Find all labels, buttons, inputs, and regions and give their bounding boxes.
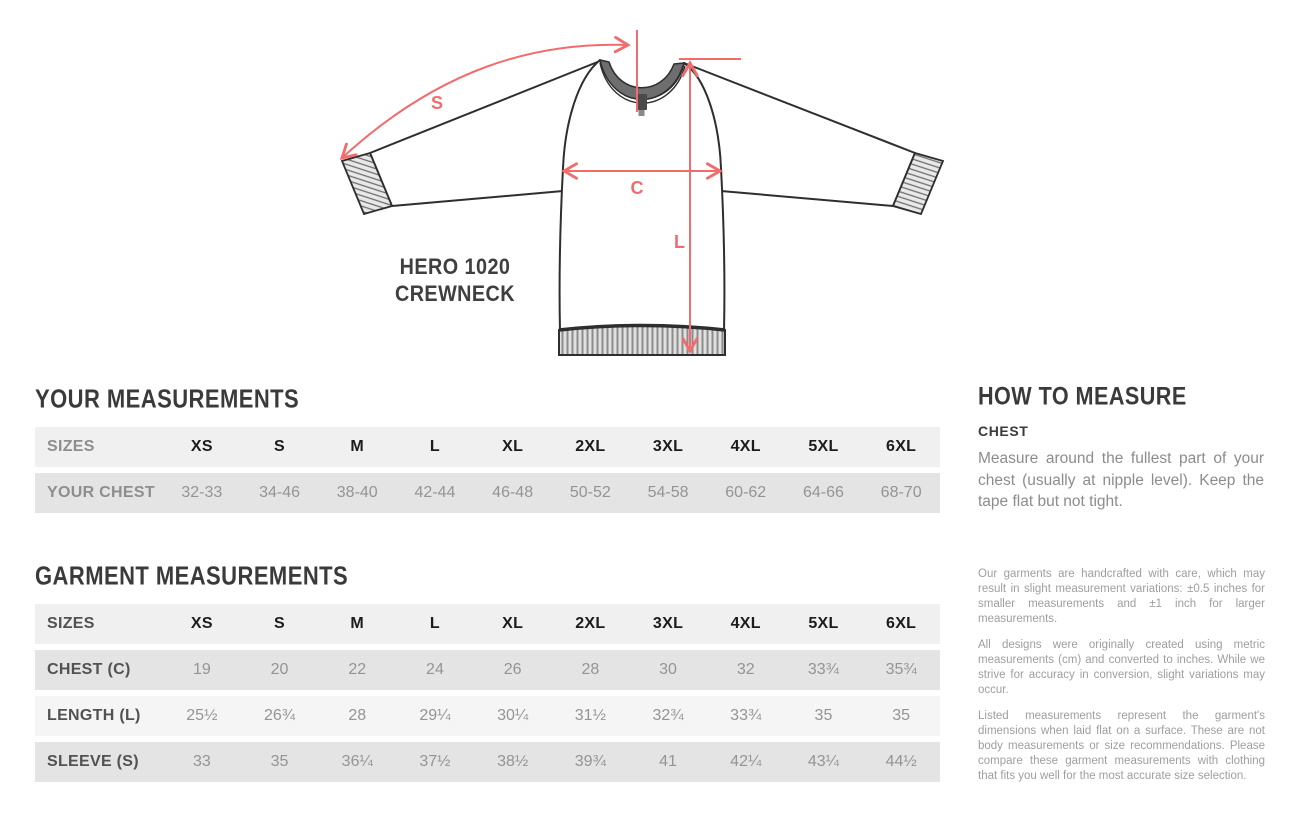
measurement-value: 26¾ [263,707,296,724]
column-header: L [429,438,440,455]
table-header-row [35,604,940,644]
measurement-value: 29¼ [419,707,451,724]
measurement-value: 38½ [497,753,529,770]
measurement-value: 34-46 [259,484,300,501]
crewneck-diagram [300,10,980,380]
measurement-value: 35 [814,707,833,724]
chest-measure-label: C [630,178,644,198]
column-header: 6XL [886,438,917,455]
disclaimer-notes [978,567,1265,795]
your-measurements-title: YOUR MEASUREMENTS [35,384,300,414]
note-metric-conversion: All designs were originally created using metric measurements (cm) and converted to inches. While we strive for accuracy in conversion, slight variations may occur. [978,639,1265,696]
measurement-value: 32 [736,661,755,678]
product-name-line2: CREWNECK [394,282,516,307]
your-measurements-section [35,385,940,519]
measurement-value: 68-70 [880,484,922,501]
column-header: XL [502,438,524,455]
measurement-value: 20 [270,661,289,678]
measurement-value: 22 [348,661,367,678]
how-to-measure-subtitle: CHEST [978,423,1029,439]
column-header: 6XL [886,615,917,632]
measurement-value: 64-66 [802,484,844,501]
measurement-value: 46-48 [492,484,534,501]
measurement-value: 42-44 [414,484,456,501]
measurement-value: 54-58 [647,484,689,501]
table-header-row [35,427,940,467]
product-name-line1: HERO 1020 [399,255,511,280]
table-row [35,650,940,690]
column-header: 3XL [652,438,684,455]
column-header: XS [190,438,213,455]
how-to-measure-section [978,383,1264,513]
how-to-measure-body: Measure around the fullest part of your chest (usually at nipple level). Keep the tape flat but not tight. [978,450,1264,510]
measurement-value: 35 [892,707,911,724]
column-header: 5XL [808,615,839,632]
row-label: LENGTH (L) [47,707,141,724]
garment-measurements-title: GARMENT MEASUREMENTS [35,561,349,591]
table-row [35,696,940,736]
measurement-value: 25½ [186,707,218,724]
column-header: 2XL [575,615,606,632]
measurement-value: 28 [581,661,600,678]
column-header: SIZES [47,615,95,632]
measurement-value: 19 [192,661,211,678]
measurement-value: 30¼ [497,707,529,724]
column-header: S [274,615,286,632]
column-header: L [429,615,440,632]
row-label: CHEST (C) [47,661,131,678]
measurement-value: 35¾ [885,661,917,678]
measurement-value: 36¼ [341,753,373,770]
column-header: XS [190,615,213,632]
measurement-value: 26 [503,661,522,678]
note-variations: Our garments are handcrafted with care, which may result in slight measurement variations: ±0.5 inches for smaller measurements and ±1 inch for larger measurements. [978,568,1265,625]
measurement-value: 44½ [885,753,917,770]
note-flat-measurements: Listed measurements represent the garment's dimensions when laid flat on a surface. These are not body measurements or size recommendations. Please compare these garment measurements with clothing that fits you well for the most accurate size selection. [978,710,1265,782]
table-row [35,473,940,513]
column-header: 3XL [652,615,684,632]
column-header: 5XL [808,438,839,455]
row-label: YOUR CHEST [47,484,155,501]
measurement-value: 50-52 [569,484,611,501]
column-header: 2XL [575,438,606,455]
column-header: 4XL [730,615,761,632]
measurement-value: 37½ [419,753,451,770]
hem-band [559,326,725,356]
column-header: M [350,438,365,455]
measurement-value: 41 [659,753,677,770]
row-label: SLEEVE (S) [47,753,139,770]
measurement-value: 28 [348,707,367,724]
length-measure-label: L [674,232,685,252]
measurement-value: 33¾ [730,707,762,724]
measurement-value: 42¼ [730,753,762,770]
table-row [35,742,940,782]
column-header: SIZES [47,438,95,455]
measurement-value: 30 [659,661,677,678]
measurement-value: 43¼ [807,753,840,770]
measurement-value: 31½ [574,707,606,724]
measurement-value: 60-62 [725,484,767,501]
how-to-measure-title: HOW TO MEASURE [978,382,1187,411]
garment-measurements-section [35,562,940,788]
sleeve-measure-label: S [430,93,444,113]
measurement-value: 35 [270,753,289,770]
column-header: XL [502,615,524,632]
measurement-value: 32-33 [181,484,223,501]
column-header: M [350,615,365,632]
measurement-value: 24 [426,661,444,678]
column-header: S [274,438,286,455]
measurement-value: 39¾ [574,753,606,770]
measurement-value: 33 [192,753,211,770]
measurement-value: 33¾ [807,661,840,678]
measurement-value: 38-40 [336,484,378,501]
measurement-value: 32¾ [652,707,684,724]
column-header: 4XL [730,438,761,455]
